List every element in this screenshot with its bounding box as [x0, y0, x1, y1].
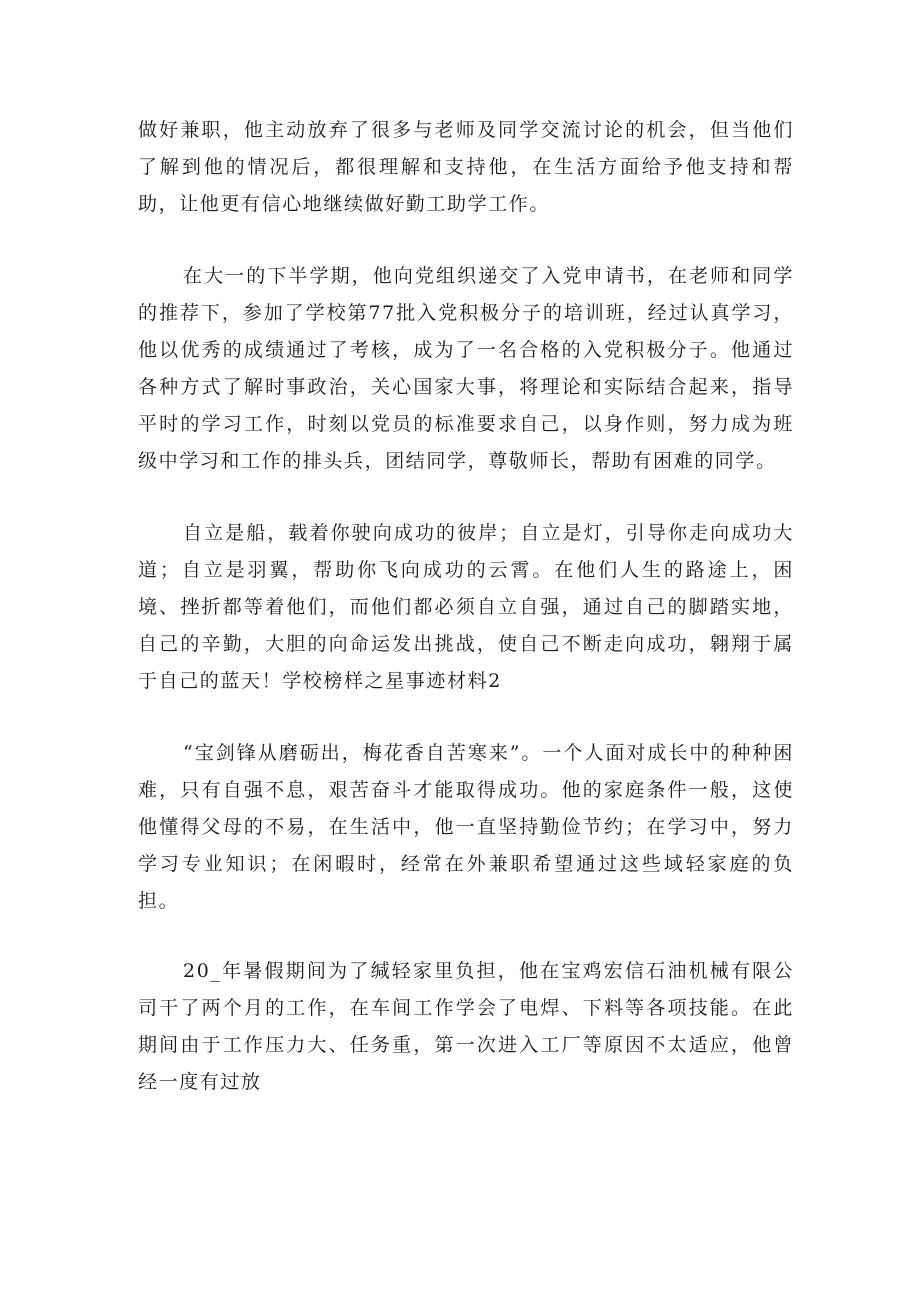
paragraph-sword-quote: “宝剑锋从磨砺出，梅花香自苦寒来”。一个人面对成长中的种种困难，只有自强不息，艰苦奋斗才能取得成功。他的家庭条件一般，这使他懂得父母的不易，在生活中，他一直坚持勤俭节约；在学习中，努力学习专业知识；在闲暇时，经常在外兼职希望通过这些域轻家庭的负担。 [138, 742, 794, 912]
paragraph-summer-work: 20_年暑假期间为了缄轻家里负担，他在宝鸡宏信石油机械有限公司干了两个月的工作，在车间工作学会了电焊、下料等各项技能。在此期间由于工作压力大、任务重，第一次进入工厂等原因不太适应，他曾经一度有过放 [138, 960, 794, 1093]
document-body [138, 112, 794, 1101]
paragraph-party-application: 在大一的下半学期，他向党组织递交了入党申请书，在老师和同学的推荐下，参加了学校第77批入党积极分子的培训班，经过认真学习，他以优秀的成绩通过了考核，成为了一名合格的入党积极分子。他通过各种方式了解时事政治，关心国家大事，将理论和实际结合起来，指导平时的学习工作，时刻以党员的标准要求自己，以身作则，努力成为班级中学习和工作的排头兵，团结同学，尊敬师长，帮助有困难的同学。 [138, 265, 794, 472]
paragraph-self-reliance: 自立是船，载着你驶向成功的彼岸；自立是灯，引导你走向成功大道；自立是羽翼，帮助你飞向成功的云霄。在他们人生的路途上，困境、挫折都等着他们，而他们都必须自立自强，通过自己的脚踏实地，自己的辛勤，大胆的向命运发出挑战，使自己不断走向成功，翱翔于属于自己的蓝天！学校榜样之星事迹材料2 [138, 522, 794, 692]
paragraph-continued: 做好兼职，他主动放弃了很多与老师及同学交流讨论的机会，但当他们了解到他的情况后，都很理解和支持他，在生活方面给予他支持和帮助，让他更有信心地继续做好勤工助学工作。 [138, 119, 794, 215]
